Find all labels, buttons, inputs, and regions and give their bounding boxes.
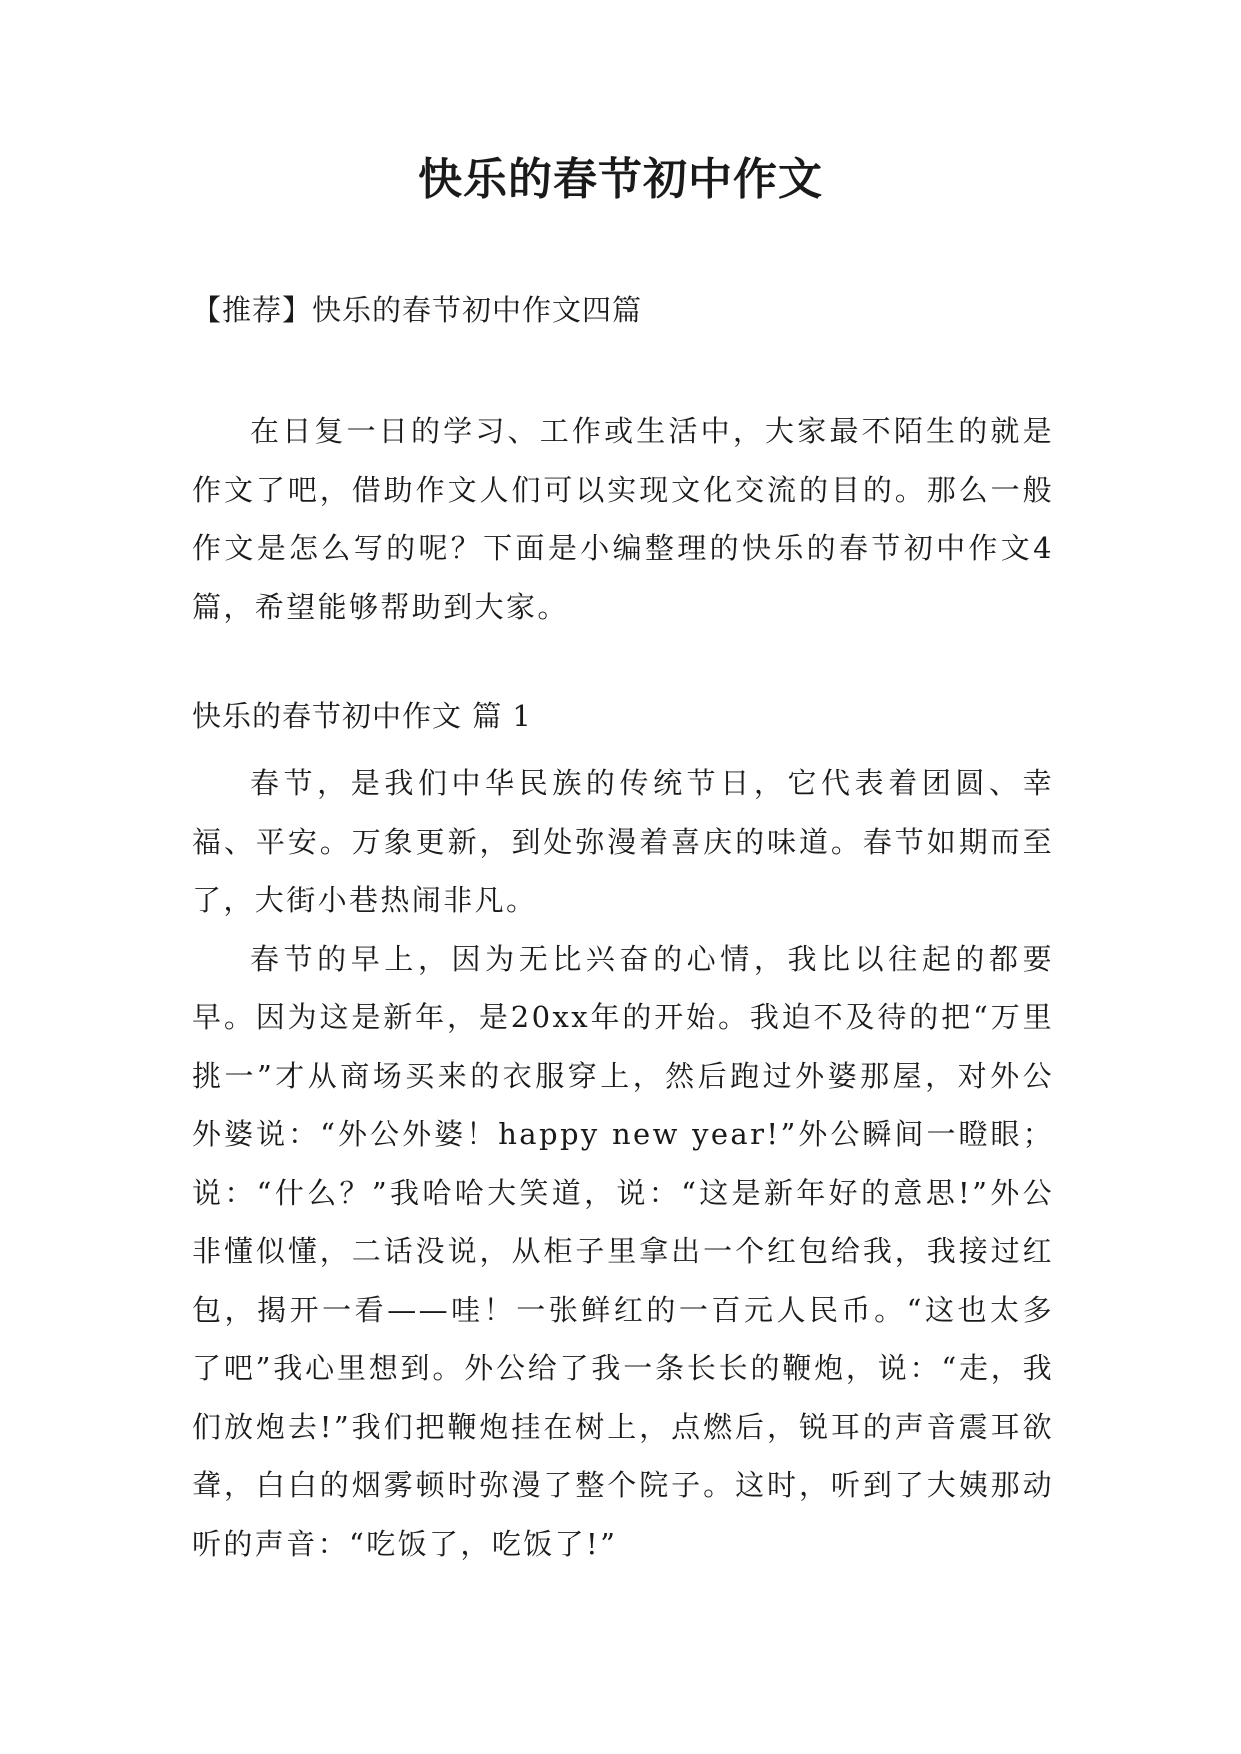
section-paragraph: 春节的早上，因为无比兴奋的心情，我比以往起的都要早。因为这是新年，是20xx年的开始。我迫不及待的把“万里挑一”才从商场买来的衣服穿上，然后跑过外婆那屋，对外公外婆说：“外公外婆！happy new year!”外公瞬间一瞪眼；说：“什么？”我哈哈大笑道，说：“这是新年好的意思!”外公非懂似懂，二话没说，从柜子里拿出一个红包给我，我接过红包，揭开一看——哇！一张鲜红的一百元人民币。“这也太多了吧”我心里想到。外公给了我一条长长的鞭炮，说：“走，我们放炮去!”我们把鞭炮挂在树上，点燃后，锐耳的声音震耳欲聋，白白的烟雾顿时弥漫了整个院子。这时，听到了大姨那动听的声音：“吃饭了，吃饭了!” [192, 941, 1054, 1561]
document-title: 快乐的春节初中作文 [418, 154, 823, 205]
section-body [192, 754, 1054, 1573]
intro-block [192, 402, 1054, 636]
section-heading: 快乐的春节初中作文 篇 1 [192, 699, 532, 733]
intro-paragraph: 在日复一日的学习、工作或生活中，大家最不陌生的就是作文了吧，借助作文人们可以实现文化交流的目的。那么一般作文是怎么写的呢？下面是小编整理的快乐的春节初中作文4篇，希望能够帮助到大家。 [192, 414, 1054, 624]
section-paragraph: 春节，是我们中华民族的传统节日，它代表着团圆、幸福、平安。万象更新，到处弥漫着喜庆的味道。春节如期而至了，大街小巷热闹非凡。 [192, 766, 1054, 917]
document-subtitle: 【推荐】快乐的春节初中作文四篇 [192, 293, 643, 327]
